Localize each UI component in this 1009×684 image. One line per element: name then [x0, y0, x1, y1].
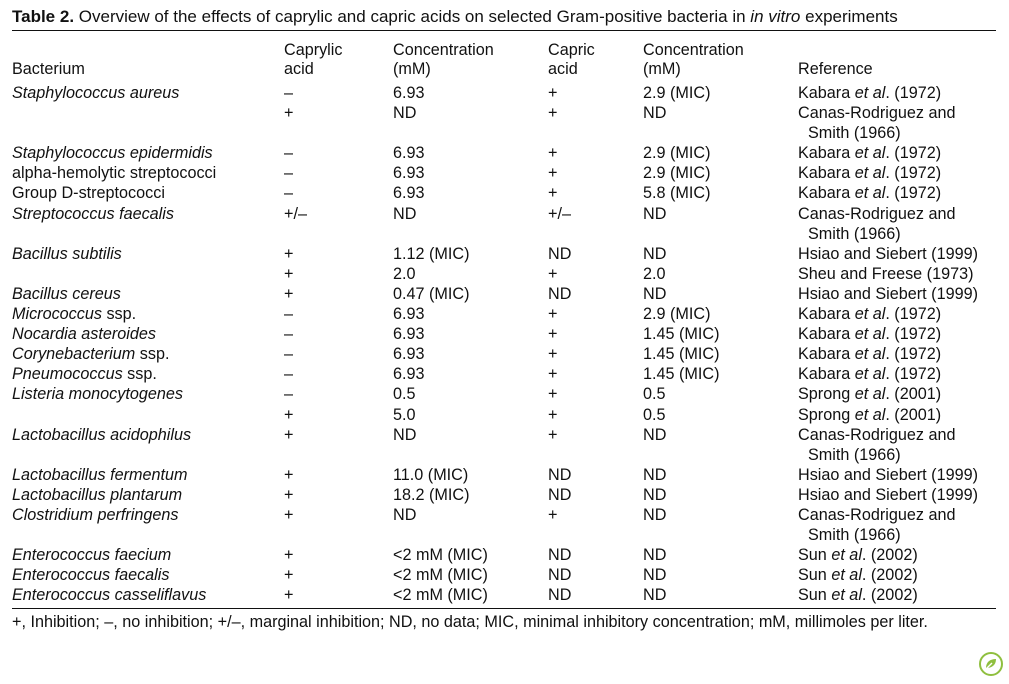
cell-concentration-2: ND	[643, 425, 667, 444]
header-reference: Reference	[798, 60, 873, 78]
cell-concentration-2: ND	[643, 546, 667, 565]
header-bacterium: Bacterium	[12, 60, 85, 78]
cell-bacterium: Listeria monocytogenes	[12, 385, 183, 404]
cell-concentration-1: 6.93	[393, 365, 425, 384]
cell-caprylic: +	[284, 284, 294, 303]
table-row	[12, 143, 996, 163]
cell-reference: Hsiao and Siebert (1999)	[798, 465, 978, 484]
cell-bacterium: Enterococcus faecium	[12, 546, 172, 565]
cell-reference: Sun et al. (2002)	[798, 586, 918, 605]
cell-reference: Hsiao and Siebert (1999)	[798, 284, 978, 303]
table-row	[12, 485, 996, 505]
cell-capric: +	[548, 144, 558, 163]
cell-caprylic: +	[284, 505, 294, 524]
cell-reference: Hsiao and Siebert (1999)	[798, 485, 978, 504]
header-concentration-2: Concentration (mM)	[643, 41, 744, 78]
cell-bacterium: Lactobacillus fermentum	[12, 465, 188, 484]
leaf-badge-icon	[979, 652, 1003, 676]
cell-concentration-2: 2.9 (MIC)	[643, 144, 711, 163]
cell-bacterium: Bacillus subtilis	[12, 244, 122, 263]
cell-bacterium: Clostridium perfringens	[12, 505, 179, 524]
cell-reference: Kabara et al. (1972)	[798, 164, 942, 183]
cell-caprylic: +	[284, 546, 294, 565]
cell-bacterium: Nocardia asteroides	[12, 325, 156, 344]
cell-concentration-2: ND	[643, 566, 667, 585]
cell-caprylic: +/–	[284, 204, 307, 223]
header-caprylic: Caprylic acid	[284, 41, 343, 78]
header-row	[12, 31, 996, 81]
table-row	[12, 204, 996, 244]
cell-concentration-1: 18.2 (MIC)	[393, 485, 470, 504]
cell-concentration-1: 5.0	[393, 405, 416, 424]
cell-reference: Canas-Rodriguez and Smith (1966)	[798, 204, 956, 243]
cell-concentration-2: ND	[643, 284, 667, 303]
cell-capric: +	[548, 164, 558, 183]
table-row	[12, 585, 996, 608]
cell-capric: ND	[548, 546, 572, 565]
cell-reference: Sheu and Freese (1973)	[798, 264, 974, 283]
cell-concentration-1: 6.93	[393, 345, 425, 364]
cell-reference: Kabara et al. (1972)	[798, 84, 942, 102]
table-row	[12, 81, 996, 103]
cell-caprylic: +	[284, 104, 294, 123]
cell-capric: +	[548, 325, 558, 344]
table-row	[12, 384, 996, 404]
cell-capric: +/–	[548, 204, 571, 223]
cell-reference: Canas-Rodriguez and Smith (1966)	[798, 425, 956, 464]
cell-caprylic: –	[284, 144, 294, 163]
cell-bacterium: Lactobacillus acidophilus	[12, 425, 192, 444]
table-row	[12, 405, 996, 425]
table-container	[12, 6, 996, 632]
cell-reference: Kabara et al. (1972)	[798, 325, 942, 344]
cell-caprylic: –	[284, 365, 294, 384]
cell-concentration-2: ND	[643, 244, 667, 263]
cell-reference: Kabara et al. (1972)	[798, 184, 942, 203]
cell-bacterium	[12, 405, 284, 425]
cell-caprylic: +	[284, 405, 294, 424]
cell-bacterium: Bacillus cereus	[12, 284, 121, 303]
cell-concentration-2: 2.9 (MIC)	[643, 164, 711, 183]
cell-capric: +	[548, 84, 558, 102]
cell-concentration-2: 2.0	[643, 264, 666, 283]
cell-reference: Sun et al. (2002)	[798, 546, 918, 565]
cell-concentration-1: <2 mM (MIC)	[393, 546, 488, 565]
cell-bacterium: Corynebacterium ssp.	[12, 345, 170, 364]
cell-capric: +	[548, 264, 558, 283]
cell-concentration-2: ND	[643, 104, 667, 123]
cell-caprylic: +	[284, 586, 294, 605]
cell-concentration-2: ND	[643, 204, 667, 223]
caption-italic: in vitro	[750, 7, 801, 26]
cell-capric: ND	[548, 566, 572, 585]
cell-reference: Sun et al. (2002)	[798, 566, 918, 585]
cell-reference: Kabara et al. (1972)	[798, 305, 942, 324]
cell-reference: Canas-Rodriguez and Smith (1966)	[798, 505, 956, 545]
cell-caprylic: +	[284, 485, 294, 504]
caption-text: Overview of the effects of caprylic and capric acids on selected Gram-positive bacteria in	[78, 7, 746, 26]
cell-bacterium: Streptococcus faecalis	[12, 204, 174, 223]
cell-concentration-2: 1.45 (MIC)	[643, 325, 720, 344]
table-row	[12, 344, 996, 364]
cell-capric: ND	[548, 485, 572, 504]
cell-caprylic: –	[284, 385, 294, 404]
cell-concentration-1: 6.93	[393, 325, 425, 344]
cell-concentration-1: 11.0 (MIC)	[393, 465, 469, 484]
cell-capric: +	[548, 305, 558, 324]
cell-concentration-2: 1.45 (MIC)	[643, 365, 720, 384]
cell-concentration-1: 1.12 (MIC)	[393, 244, 470, 263]
table-footnote: +, Inhibition; –, no inhibition; +/–, marginal inhibition; ND, no data; MIC, minimal inhibitory concentration; mM, millimoles per liter.	[12, 613, 928, 632]
cell-bacterium	[12, 103, 284, 143]
cell-capric: ND	[548, 284, 572, 303]
cell-capric: ND	[548, 465, 572, 484]
cell-concentration-1: 6.93	[393, 164, 425, 183]
cell-concentration-2: 1.45 (MIC)	[643, 345, 720, 364]
cell-bacterium	[12, 264, 284, 284]
table-row	[12, 163, 996, 183]
cell-caprylic: +	[284, 566, 294, 585]
cell-concentration-1: ND	[393, 425, 417, 444]
table-row	[12, 264, 996, 284]
table-row	[12, 545, 996, 565]
cell-concentration-1: ND	[393, 505, 417, 524]
cell-reference: Hsiao and Siebert (1999)	[798, 244, 978, 263]
cell-caprylic: –	[284, 84, 294, 102]
cell-capric: +	[548, 184, 558, 203]
cell-bacterium: Enterococcus faecalis	[12, 566, 170, 585]
cell-concentration-2: ND	[643, 586, 667, 605]
cell-bacterium: Micrococcus ssp.	[12, 305, 137, 324]
cell-bacterium: Lactobacillus plantarum	[12, 485, 183, 504]
caption-tail: experiments	[805, 7, 898, 26]
cell-concentration-1: 6.93	[393, 184, 425, 203]
cell-caprylic: –	[284, 305, 294, 324]
cell-concentration-2: ND	[643, 465, 667, 484]
table-row	[12, 244, 996, 264]
cell-concentration-1: <2 mM (MIC)	[393, 586, 488, 605]
header-concentration-1: Concentration (mM)	[393, 41, 494, 78]
table-row	[12, 284, 996, 304]
table-row	[12, 565, 996, 585]
cell-capric: +	[548, 385, 558, 404]
cell-caprylic: –	[284, 164, 294, 183]
data-table	[12, 31, 996, 608]
table-row	[12, 364, 996, 384]
cell-capric: +	[548, 104, 558, 123]
cell-capric: +	[548, 365, 558, 384]
cell-reference: Kabara et al. (1972)	[798, 365, 942, 384]
cell-concentration-1: 0.47 (MIC)	[393, 284, 470, 303]
cell-reference: Kabara et al. (1972)	[798, 345, 942, 364]
table-row	[12, 183, 996, 203]
cell-capric: ND	[548, 244, 572, 263]
table-caption	[12, 6, 996, 30]
cell-reference: Kabara et al. (1972)	[798, 144, 942, 163]
table-row	[12, 324, 996, 344]
cell-caprylic: –	[284, 184, 294, 203]
cell-capric: +	[548, 405, 558, 424]
cell-concentration-2: 0.5	[643, 385, 666, 404]
caption-label: Table 2.	[12, 7, 75, 26]
cell-reference: Canas-Rodriguez and Smith (1966)	[798, 104, 956, 143]
cell-concentration-1: ND	[393, 104, 417, 123]
cell-concentration-1: 6.93	[393, 84, 425, 102]
cell-caprylic: +	[284, 465, 294, 484]
cell-reference: Sprong et al. (2001)	[798, 385, 942, 404]
cell-capric: +	[548, 505, 558, 524]
bottom-rule	[12, 608, 996, 609]
cell-bacterium: Group D-streptococci	[12, 184, 165, 203]
cell-capric: ND	[548, 586, 572, 605]
cell-concentration-1: ND	[393, 204, 417, 223]
cell-caprylic: +	[284, 244, 294, 263]
cell-concentration-2: ND	[643, 505, 667, 524]
cell-concentration-2: 0.5	[643, 405, 666, 424]
cell-concentration-2: 2.9 (MIC)	[643, 305, 711, 324]
cell-bacterium: Staphylococcus aureus	[12, 84, 180, 102]
header-capric: Capric acid	[548, 41, 595, 78]
cell-concentration-1: 2.0	[393, 264, 416, 283]
cell-caprylic: –	[284, 345, 294, 364]
cell-concentration-2: ND	[643, 485, 667, 504]
cell-bacterium: Enterococcus casseliflavus	[12, 586, 207, 605]
cell-concentration-1: 0.5	[393, 385, 416, 404]
cell-bacterium: Staphylococcus epidermidis	[12, 144, 213, 163]
cell-concentration-1: <2 mM (MIC)	[393, 566, 488, 585]
table-row	[12, 304, 996, 324]
cell-caprylic: –	[284, 325, 294, 344]
cell-caprylic: +	[284, 425, 294, 444]
cell-bacterium: alpha-hemolytic streptococci	[12, 164, 217, 183]
cell-capric: +	[548, 345, 558, 364]
cell-concentration-1: 6.93	[393, 305, 425, 324]
table-row	[12, 103, 996, 143]
table-row	[12, 465, 996, 485]
cell-caprylic: +	[284, 264, 294, 283]
cell-concentration-1: 6.93	[393, 144, 425, 163]
cell-reference: Sprong et al. (2001)	[798, 405, 942, 424]
table-body	[12, 81, 996, 608]
table-row	[12, 505, 996, 545]
cell-capric: +	[548, 425, 558, 444]
cell-concentration-2: 2.9 (MIC)	[643, 84, 711, 102]
cell-bacterium: Pneumococcus ssp.	[12, 365, 157, 384]
table-row	[12, 425, 996, 465]
cell-concentration-2: 5.8 (MIC)	[643, 184, 711, 203]
